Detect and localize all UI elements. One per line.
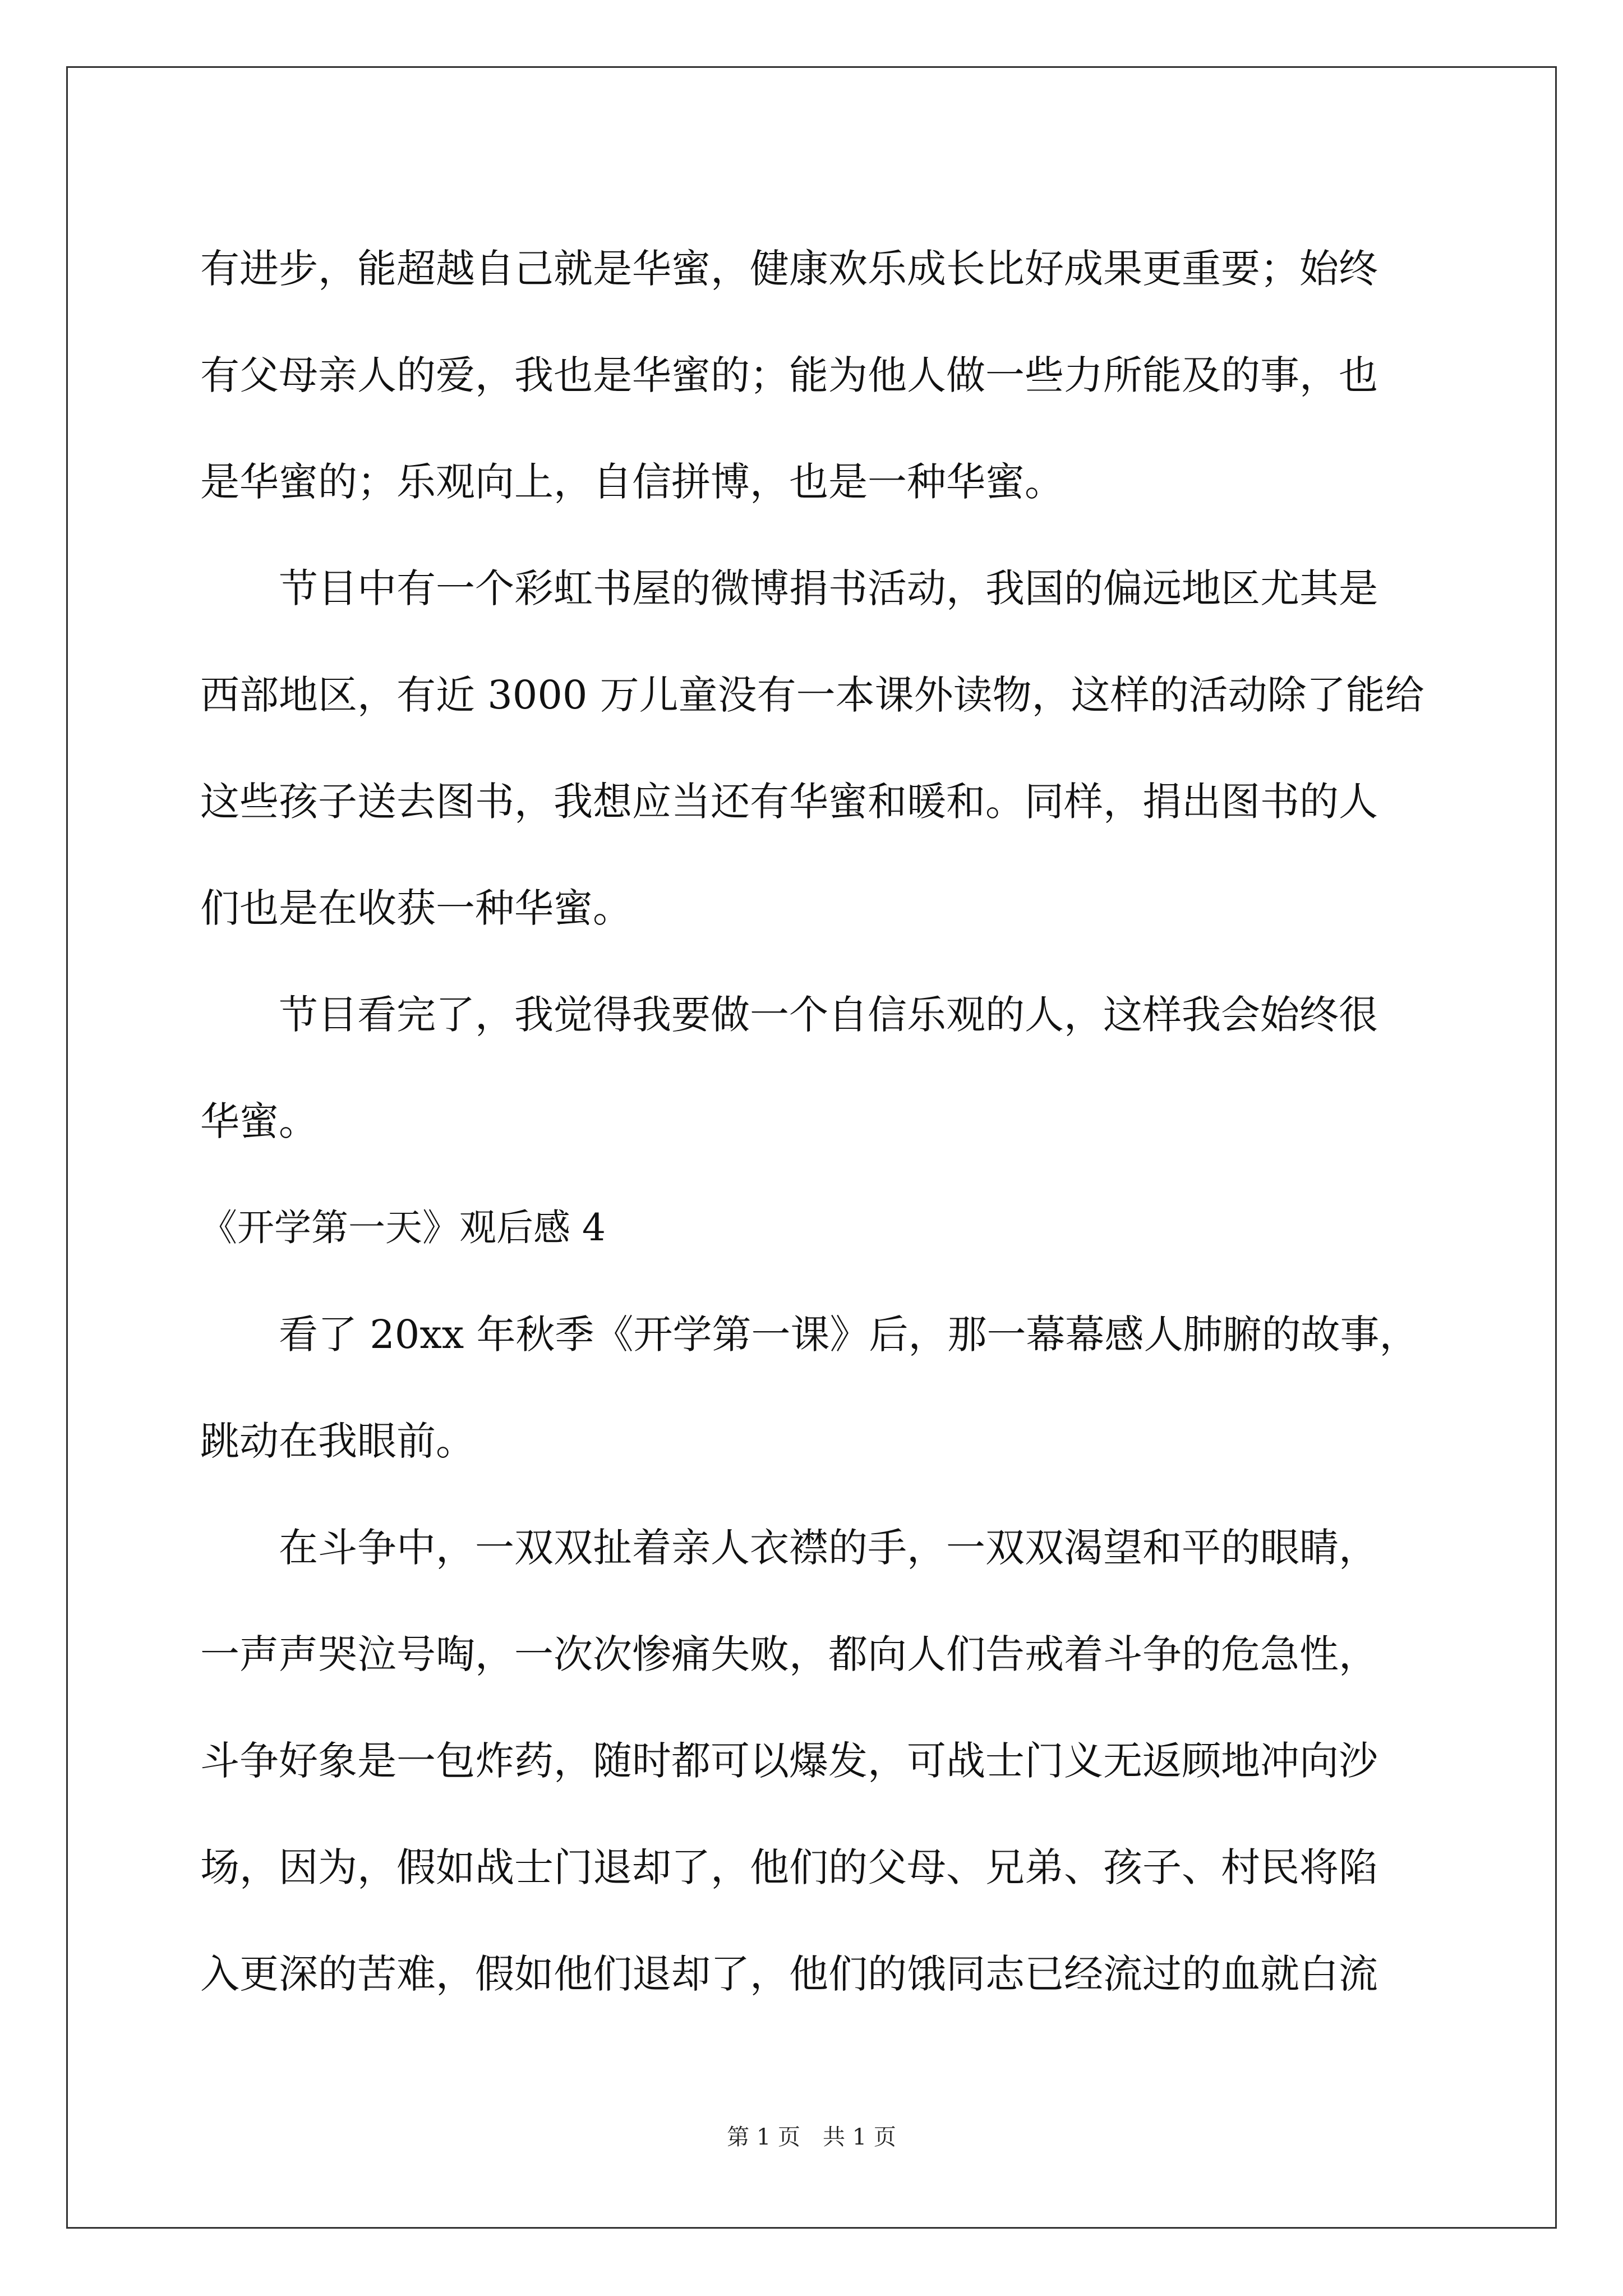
text-line: 节目看完了，我觉得我要做一个自信乐观的人，这样我会始终很 [200, 992, 1378, 1038]
text-line: 一声声哭泣号啕，一次次惨痛失败，都向人们告戒着斗争的危急性， [200, 1631, 1378, 1677]
text-line: 这些孩子送去图书，我想应当还有华蜜和暖和。同样，捐出图书的人 [200, 779, 1378, 825]
page-number-footer: 第 1 页 共 1 页 [727, 2124, 896, 2150]
text-line: 场，因为，假如战士门退却了，他们的父母、兄弟、孩子、村民将陷 [200, 1844, 1378, 1890]
text-line: 跳动在我眼前。 [200, 1418, 475, 1464]
text-line: 西部地区，有近 3000 万儿童没有一本课外读物，这样的活动除了能给 [200, 672, 1424, 718]
text-line: 有父母亲人的爱，我也是华蜜的；能为他人做一些力所能及的事，也 [200, 352, 1378, 398]
section-heading: 《开学第一天》观后感 4 [200, 1206, 606, 1249]
text-line: 入更深的苦难，假如他们退却了，他们的饿同志已经流过的血就白流 [200, 1951, 1378, 1997]
document-body [200, 215, 1434, 2027]
text-line: 斗争好象是一包炸药，随时都可以爆发，可战士门义无返顾地冲向沙 [200, 1738, 1378, 1784]
text-line: 看了 20xx 年秋季《开学第一课》后，那一幕幕感人肺腑的故事， [200, 1312, 1419, 1358]
text-line: 们也是在收获一种华蜜。 [200, 885, 632, 931]
text-line: 在斗争中，一双双扯着亲人衣襟的手，一双双渴望和平的眼睛， [200, 1525, 1378, 1571]
text-line: 是华蜜的；乐观向上，自信拼博，也是一种华蜜。 [200, 459, 1064, 505]
text-line: 节目中有一个彩虹书屋的微博捐书活动，我国的偏远地区尤其是 [200, 565, 1378, 611]
text-line: 有进步，能超越自己就是华蜜，健康欢乐成长比好成果更重要；始终 [200, 246, 1378, 292]
text-line: 华蜜。 [200, 1098, 318, 1144]
